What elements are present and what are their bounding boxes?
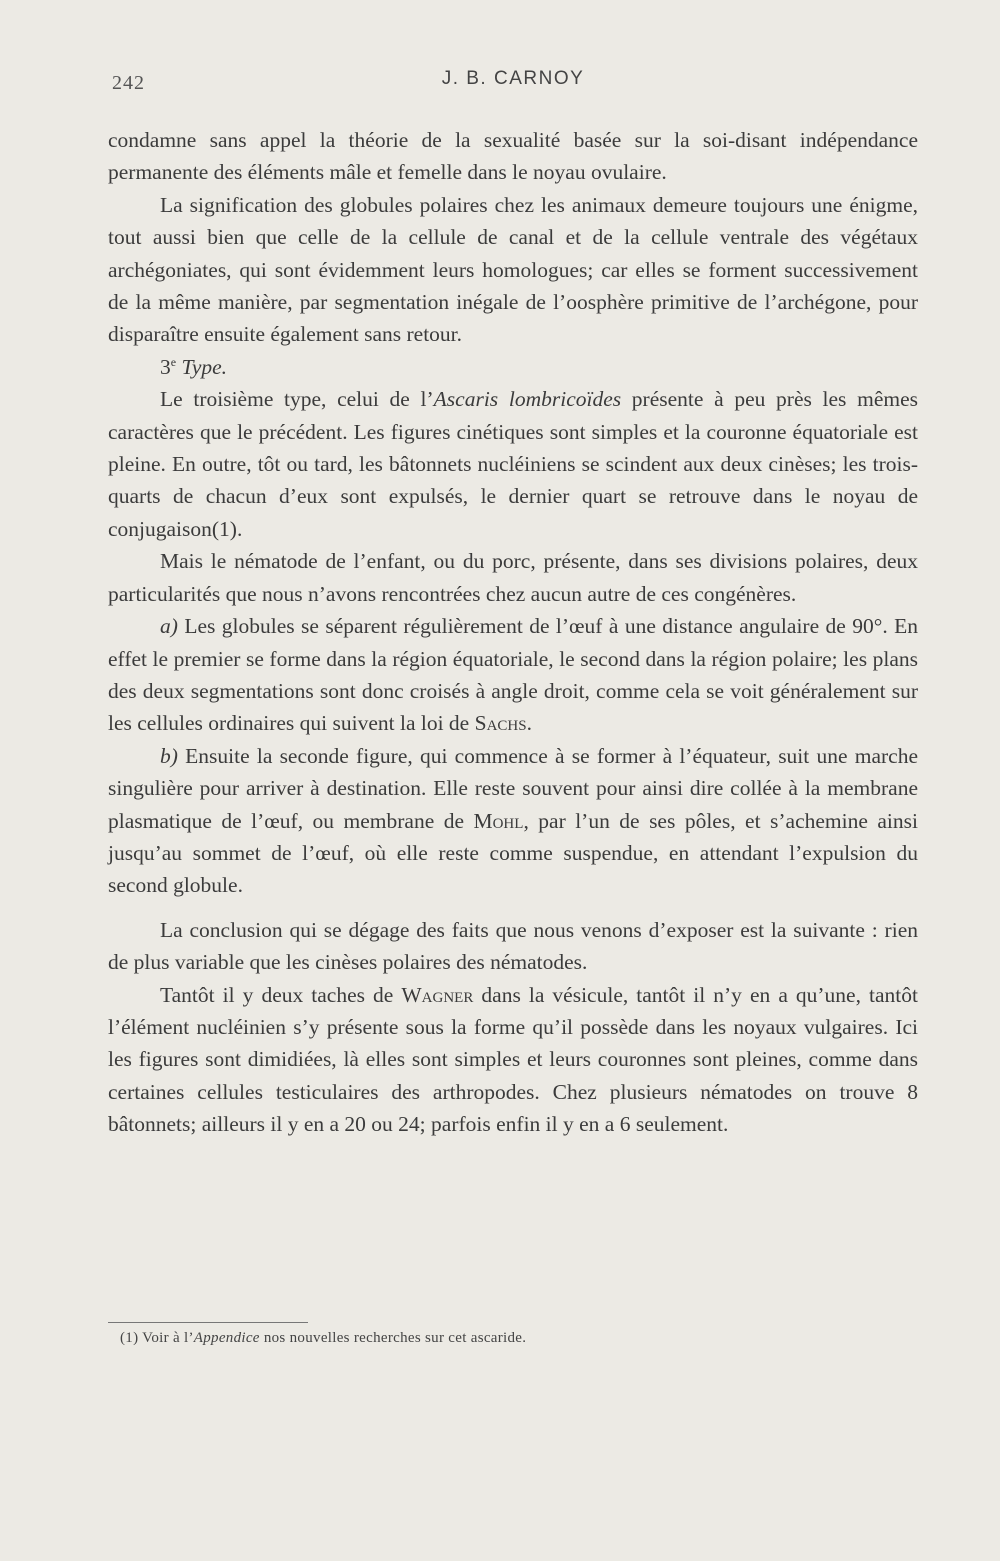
footnote-divider: [108, 1322, 308, 1323]
footnote-italic: Appendice: [193, 1330, 260, 1346]
body-text: [108, 124, 918, 1141]
paragraph-final: [108, 979, 918, 1141]
species-name: Ascaris lombricoïdes: [433, 387, 622, 412]
author-name-sachs: Sachs: [474, 711, 527, 736]
running-head: [108, 62, 918, 92]
page-number: 242: [112, 72, 145, 94]
footnote-start: (1) Voir à l’: [120, 1330, 194, 1346]
paragraph-final-start: Tantôt il y deux taches de: [160, 982, 402, 1007]
paragraph-b-text: Ensuite la seconde figure, qui commence à se former à l’équateur, suit une marche singulière pour arriver à destination. Elle reste souvent pour ainsi dire collée à la membrane plasmatique de l’œuf, ou membrane de: [108, 743, 918, 833]
footnote-rest: nos nouvelles recherches sur cet ascaride.: [259, 1330, 527, 1346]
paragraph-2: La signification des globules polaires chez les animaux demeure toujours une énigme, tout aussi bien que celle de la cellule de canal et de la cellule ventrale des végétaux archégoniates, qui sont évidemment leurs homologues; car elles se forment successivement de la même manière, par segmentation inégale de l’oosphère primitive de l’archégone, pour disparaître ensuite également sans retour.: [108, 192, 918, 347]
paragraph-conclusion: La conclusion qui se dégage des faits que nous venons d’exposer est la suivante : rien de plus variable que les cinèses polaires des nématodes.: [108, 917, 918, 975]
paragraph-a-text: Les globules se séparent régulièrement de l’œuf à une distance angulaire de 90°. En effet le premier se forme dans la région équatoriale, le second dans la région polaire; les plans des deux segmentations sont donc croisés à angle droit, comme cela se voit généralement sur les cellules ordinaires qui suivent la loi de: [108, 614, 918, 736]
heading-number: 3: [160, 354, 171, 379]
paragraph-b: [108, 740, 918, 902]
paragraph-a-end: .: [526, 711, 532, 736]
paragraph-1: condamne sans appel la théorie de la sexualité basée sur la soi-disant indépendance permanente des éléments mâle et femelle dans le noyau ovulaire.: [108, 128, 918, 185]
item-label-b: b): [160, 743, 178, 768]
paragraph-final-rest: dans la vésicule, tantôt il n’y en a qu’une, tantôt l’élément nucléinien s’y présente sous la forme qu’il possède dans les noyaux vulgaires. Ici les figures sont dimidiées, là elles sont simples et leurs couronnes sont pleines, comme dans certaines cellules testiculaires des arthropodes. Chez plusieurs nématodes on trouve 8 bâtonnets; ailleurs il y en a 20 ou 24; parfois enfin il y en a 6 seulement.: [108, 982, 918, 1137]
author-name-mohl: Mohl: [473, 808, 524, 833]
heading-word: Type.: [181, 354, 228, 379]
author-name-wagner: Wagner: [401, 982, 474, 1007]
running-title: J. B. CARNOY: [441, 68, 585, 89]
paragraph-a: [108, 610, 918, 740]
heading-superscript: e: [170, 354, 177, 369]
item-label-a: a): [160, 614, 178, 639]
paragraph-3: [108, 383, 918, 545]
footnote: [120, 1330, 920, 1347]
section-heading: [108, 351, 918, 383]
paragraph-b-rest: , par l’un de ses pôles, et s’achemine ainsi jusqu’au sommet de l’œuf, où elle reste comme suspendue, en attendant l’expulsion du second globule.: [108, 808, 919, 898]
paragraph-3-start: Le troisième type, celui de l’: [160, 387, 434, 412]
paragraph-4: Mais le nématode de l’enfant, ou du porc, présente, dans ses divisions polaires, deux particularités que nous n’avons rencontrées chez aucun autre de ces congénères.: [108, 549, 918, 606]
paragraph-3-rest: présente à peu près les mêmes caractères que le précédent. Les figures cinétiques sont simples et la couronne équatoriale est pleine. En outre, tôt ou tard, les bâtonnets nucléiniens se scindent aux deux cinèses; les trois-quarts de chacun d’eux sont expulsés, le dernier quart se retrouve dans le noyau de conjugaison(1).: [108, 387, 918, 541]
